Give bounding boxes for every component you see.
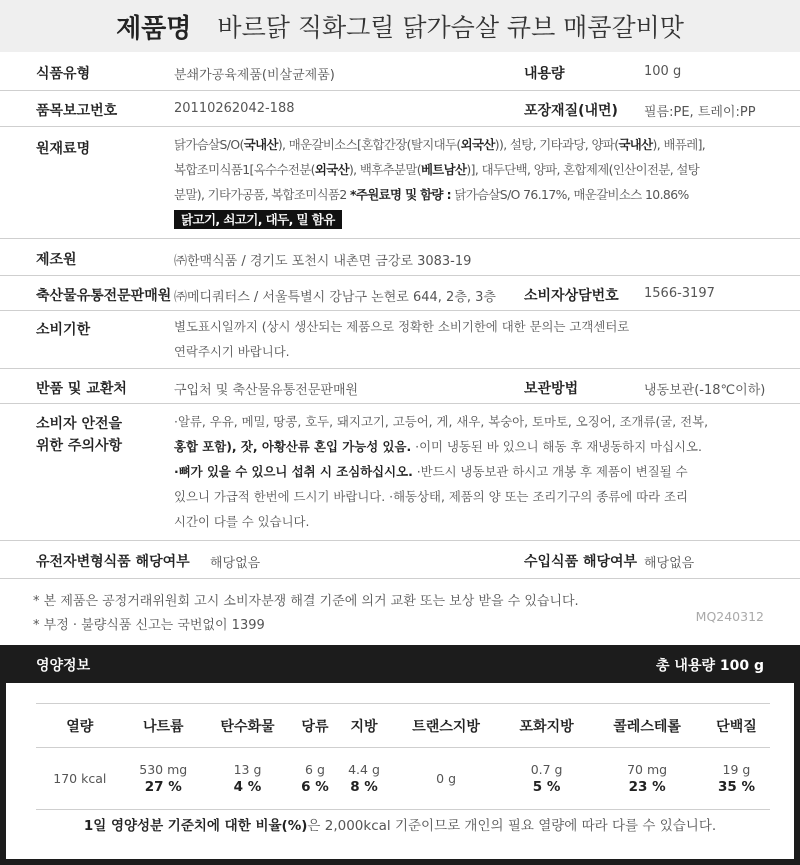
nutrient-percent: 4 % [233,779,262,795]
returns-label: 반품 및 교환처 [36,381,127,397]
caution-line-5: 시간이 다를 수 있습니다. [174,514,310,529]
returns-value: 구입처 및 축산물유통전문판매원 [174,383,359,398]
nutrient-name: 콜레스테롤 [591,704,703,748]
nutrient-amount: 70 mg [627,762,668,777]
caution-line-1: ·알류, 우유, 메밀, 땅콩, 호두, 돼지고기, 고등어, 게, 새우, 복숭아, 토마토, 오징어, 조개류(굴, 전복, [174,414,709,429]
packaging-label: 포장재질(내면) [524,103,618,119]
nutrient-name: 단백질 [703,704,770,748]
nutrient-cell [124,748,203,810]
caution-line-2: 홍합 포함), 잣, 아황산류 혼입 가능성 있음. ·이미 냉동된 바 있으니 해동 후 재냉동하지 마십시오. [174,439,702,454]
nutrient-cell [703,748,770,810]
nutrition-header-row [36,704,770,748]
nutrient-cell [292,748,338,810]
daily-value-note: 1일 영양성분 기준치에 대한 비율(%)은 2,000kcal 기준이므로 개인의 필요 열량에 따라 다를 수 있습니다. [83,818,717,834]
report-number-value: 20110262042-188 [174,101,295,116]
nutrient-percent: 27 % [144,779,182,795]
caution-line-3: ·뼈가 있을 수 있으니 섭취 시 조심하십시오. ·반드시 냉동보관 하시고 개봉 후 제품이 변질될 수 [174,464,688,479]
nutrient-percent: 6 % [301,779,329,795]
storage-value: 냉동보관(-18℃이하) [644,383,766,398]
nutrient-cell [338,748,391,810]
caution-text [174,409,774,534]
gmo-label: 유전자변형식품 해당여부 [36,554,190,570]
row-caution [0,404,800,541]
nutrition-box [0,683,800,865]
nutrient-name: 탄수화물 [203,704,292,748]
nutrient-name: 트랜스지방 [390,704,502,748]
consumer-phone-value: 1566-3197 [644,286,715,301]
packaging-value: 필름:PE, 트레이:PP [644,105,756,120]
row-returns [0,369,800,404]
product-name-label: 제품명 [116,13,192,44]
ingredients-text [174,132,774,232]
caution-label: 소비자 안전을 위한 주의사항 [36,416,123,454]
nutrient-cell [36,748,124,810]
nutrient-cell [591,748,703,810]
exchange-notice: * 본 제품은 공정거래위원회 고시 소비자분쟁 해결 기준에 의거 교환 또는 보상 받을 수 있습니다. [33,594,579,609]
row-seller [0,276,800,311]
row-report-number [0,91,800,127]
storage-label: 보관방법 [524,381,579,397]
manufacturer-label: 제조원 [36,252,77,268]
nutrient-percent: 8 % [350,779,378,795]
nutrient-amount: 170 kcal [53,771,107,786]
product-name-bar [0,0,800,52]
ingredients-line-1: 닭가슴살S/O(국내산), 매운갈비소스[혼합간장(탈지대두(외국산)), 설탕, 기타과당, 양파(국내산), 배퓨레], [174,137,706,152]
expiry-line-2: 연락주시기 바랍니다. [174,344,290,359]
report-number-label: 품목보고번호 [36,103,118,119]
ingredients-line-3: 분말), 기타가공품, 복합조미식품2 *주원료명 및 함량 : 닭가슴살S/O 76.17%, 매운갈비소스 10.86% [174,187,689,202]
imported-value: 해당없음 [644,556,695,571]
consumer-phone-label: 소비자상담번호 [524,288,619,304]
seller-label: 축산물유통전문판매원 [36,288,172,304]
row-manufacturer [0,239,800,276]
nutrition-table [36,703,770,810]
seller-value: ㈜메디쿼터스 / 서울특별시 강남구 논현로 644, 2층, 3층 [174,290,496,305]
expiry-label: 소비기한 [36,322,91,338]
nutrient-name: 당류 [292,704,338,748]
nutrient-cell [203,748,292,810]
nutrition-value-row [36,748,770,810]
expiry-line-1: 별도표시일까지 (상시 생산되는 제품으로 정확한 소비기한에 대한 문의는 고객센터로 [174,319,630,334]
nutrient-name: 열량 [36,704,124,748]
product-name-value: 바르닭 직화그릴 닭가슴살 큐브 매콤갈비맛 [217,13,684,42]
food-type-value: 분쇄가공육제품(비살균제품) [174,68,335,83]
nutrient-amount: 19 g [722,762,751,777]
nutrient-amount: 4.4 g [348,762,380,777]
ingredients-line-4 [174,207,774,232]
row-expiry [0,311,800,369]
nutrient-name: 나트륨 [124,704,203,748]
nutrition-header [0,645,800,683]
document-code: MQ240312 [695,609,764,624]
nutrient-amount: 13 g [233,762,262,777]
manufacturer-value: ㈜한맥식품 / 경기도 포천시 내촌면 금강로 3083-19 [174,254,472,269]
nutrient-amount: 0 g [436,771,457,786]
allergen-badge: 닭고기, 쇠고기, 대두, 밀 함유 [174,210,342,229]
nutrient-amount: 6 g [305,762,325,777]
imported-label: 수입식품 해당여부 [524,554,638,570]
row-ingredients [0,127,800,239]
net-weight-value: 100 g [644,64,682,79]
nutrient-amount: 0.7 g [530,762,563,777]
nutrition-total-weight: 총 내용량 100 g [656,658,764,674]
ingredients-label: 원재료명 [36,141,91,157]
nutrient-cell [502,748,591,810]
row-food-type [0,52,800,91]
nutrient-percent: 35 % [717,779,755,795]
report-notice: * 부정 · 불량식품 신고는 국번없이 1399 [33,618,265,633]
nutrient-name: 포화지방 [502,704,591,748]
caution-line-4: 있으니 가급적 한번에 드시기 바랍니다. ·해동상태, 제품의 양 또는 조리기구의 종류에 따라 조리 [174,489,688,504]
gmo-value: 해당없음 [210,556,261,571]
nutrient-amount: 530 mg [139,762,188,777]
expiry-text [174,314,774,364]
nutrient-percent: 23 % [628,779,666,795]
row-gmo [0,541,800,579]
ingredients-line-2: 복합조미식품1[옥수수전분(외국산), 백후추분말(베트남산)], 대두단백, 양파, 혼합제제(인산이전분, 설탕 [174,162,700,177]
net-weight-label: 내용량 [524,66,565,82]
nutrition-title: 영양정보 [36,658,91,674]
nutrient-percent: 5 % [532,779,561,795]
nutrient-cell [390,748,502,810]
nutrient-name: 지방 [338,704,391,748]
food-type-label: 식품유형 [36,66,91,82]
